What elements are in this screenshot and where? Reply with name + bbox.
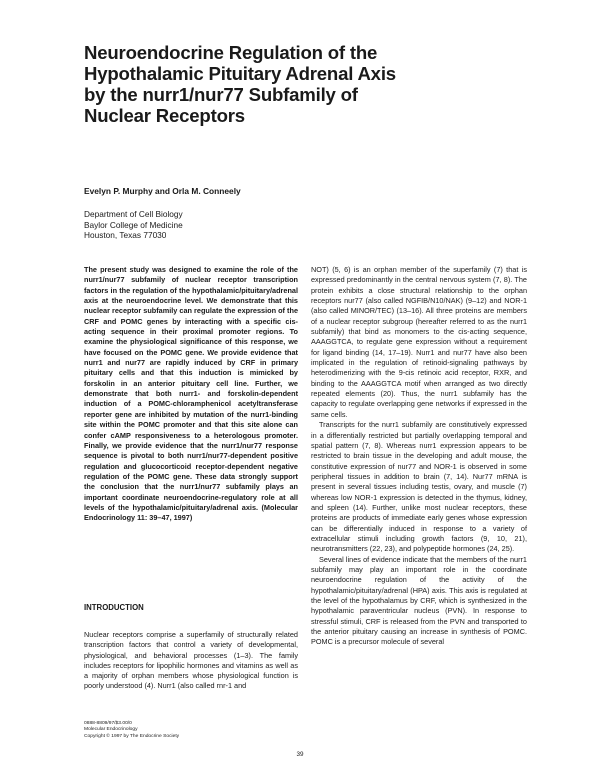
body-paragraph: NOT) (5, 6) is an orphan member of the superfamily (7) that is expressed predominantly in the central nervous system (7, 8). The protein exhibits a close structural relationship to the orphan receptors nur77 (also called NGFIB/N10/NAK) (9–12) and NOR-1 (also called MINOR/TEC) (13–16). All three proteins are members of a nuclear receptor subgroup (hereafter referred to as the nurr1 subfamily) that bind as monomers to the cis-acting sequence, AAAGGTCA, to regulate gene expression without a requirement for ligand binding (14, 17–19). Nurr1 and nur77 have also been implicated in the regulation of retinoid-signaling pathways by heterodimerizing with the 9-cis retinoic acid receptor, RXR, and binding to the AAAGGTCA motif when arranged as two directly repeated elements (20). Thus, the nurr1 subfamily has the capacity to regulate overlapping gene networks if expressed in the same cells. [311,265,527,419]
footnote-line: Molecular Endocrinology [84,727,138,733]
affiliation-line: Houston, Texas 77030 [84,230,167,240]
title-line: by the nurr1/nur77 Subfamily of [84,84,358,105]
affiliation-line: Baylor College of Medicine [84,219,183,230]
copyright-footnote [84,721,179,740]
article-title [84,42,504,126]
abstract: The present study was designed to examine the role of the nurr1/nur77 subfamily of nuclear receptor transcription factors in the regulation of the hypothalamic/pituitary/adrenal axis at the neuroendocrine level. We demonstrate that this nuclear receptor subfamily can regulate the expression of the CRF and POMC genes by interacting with a specific cis-acting sequence in their proximal promoter regions. To examine the physiological significance of this response, we have focused on the POMC gene. We provide evidence that nurr1 and nur77 are rapidly induced by CRF in primary pituitary cells and that this induction is mimicked by forskolin in an anterior pituitary cell line. Further, we demonstrate that both nurr1- and forskolin-dependent induction of a POMC-chloramphenicol acetyltransferase reporter gene are inhibited by mutation of the nurr1-binding site within the POMC promoter and that this site alone can confer cAMP responsiveness to a heterologous promoter. Finally, we provide evidence that the nurr1/nur77 response sequence is pivotal to both nurr1/nur77-dependent positive regulation and glucocorticoid receptor-dependent negative regulation of the POMC gene. These data strongly support the conclusion that the nurr1/nur77 subfamily plays an important coordinate neuroendocrine-regulatory role at all levels of the hypothalamic/pituitary/adrenal axis. (Molecular Endocrinology 11: 39–47, 1997) [84,265,298,523]
intro-paragraph: Nuclear receptors comprise a superfamily of structurally related transcription factors that control a variety of developmental, physiological, and behavioral processes (1–3). The family includes receptors for lipophilic hormones and vitamins as well as a majority of orphan members whose physiological function is poorly understood (4). Nurr1 (also called rnr-1 and [84,630,298,691]
page-number: 39 [296,751,304,758]
title-line: Nuclear Receptors [84,105,245,126]
title-line: Neuroendocrine Regulation of the [84,42,378,63]
author-list: Evelyn P. Murphy and Orla M. Conneely [84,186,241,196]
right-column [311,265,527,648]
affiliation-line: Department of Cell Biology [84,209,183,219]
footnote-line: 0888-8809/97/$3.00/0 [84,721,132,726]
section-heading-introduction: INTRODUCTION [84,603,144,612]
body-paragraph: Several lines of evidence indicate that the members of the nurr1 subfamily may play an important role in the coordinate neuroendocrine regulation of the activity of the hypothalamic/pituitary/adrenal (HPA) axis. This axis is regulated at the level of the hypothalamus by CRF, which is synthesized in the hypothalamic paraventricular nucleus (PVN). In response to stressful stimuli, CRF is released from the PVN and transported to the anterior pituitary causing an increase in synthesis of POMC. POMC is a precursor molecule of several [311,554,527,647]
affiliation [84,209,183,241]
body-paragraph: Transcripts for the nurr1 subfamily are constitutively expressed in a differentially restricted but partially overlapping temporal and spatial pattern (7, 8). Whereas nurr1 expression appears to be restricted to brain tissue in the developing and adult mouse, the constitutive expression of nur77 and NOR-1 is observed in some peripheral tissues in addition to brain (7, 14). Nur77 mRNA is present in several tissues including testis, ovary, and muscle (7) whereas low NOR-1 expression is detected in the thymus, kidney, and spleen (14). Further, unlike most nuclear receptors, these proteins are products of immediate early genes whose expression can be differentially induced in response to a variety of extracellular stimuli including growth factors (9, 10, 21), neurotransmitters (22, 23), and polypeptide hormones (24, 25). [311,420,527,554]
title-line: Hypothalamic Pituitary Adrenal Axis [84,63,396,84]
footnote-line: Copyright © 1997 by The Endocrine Society [84,733,180,739]
